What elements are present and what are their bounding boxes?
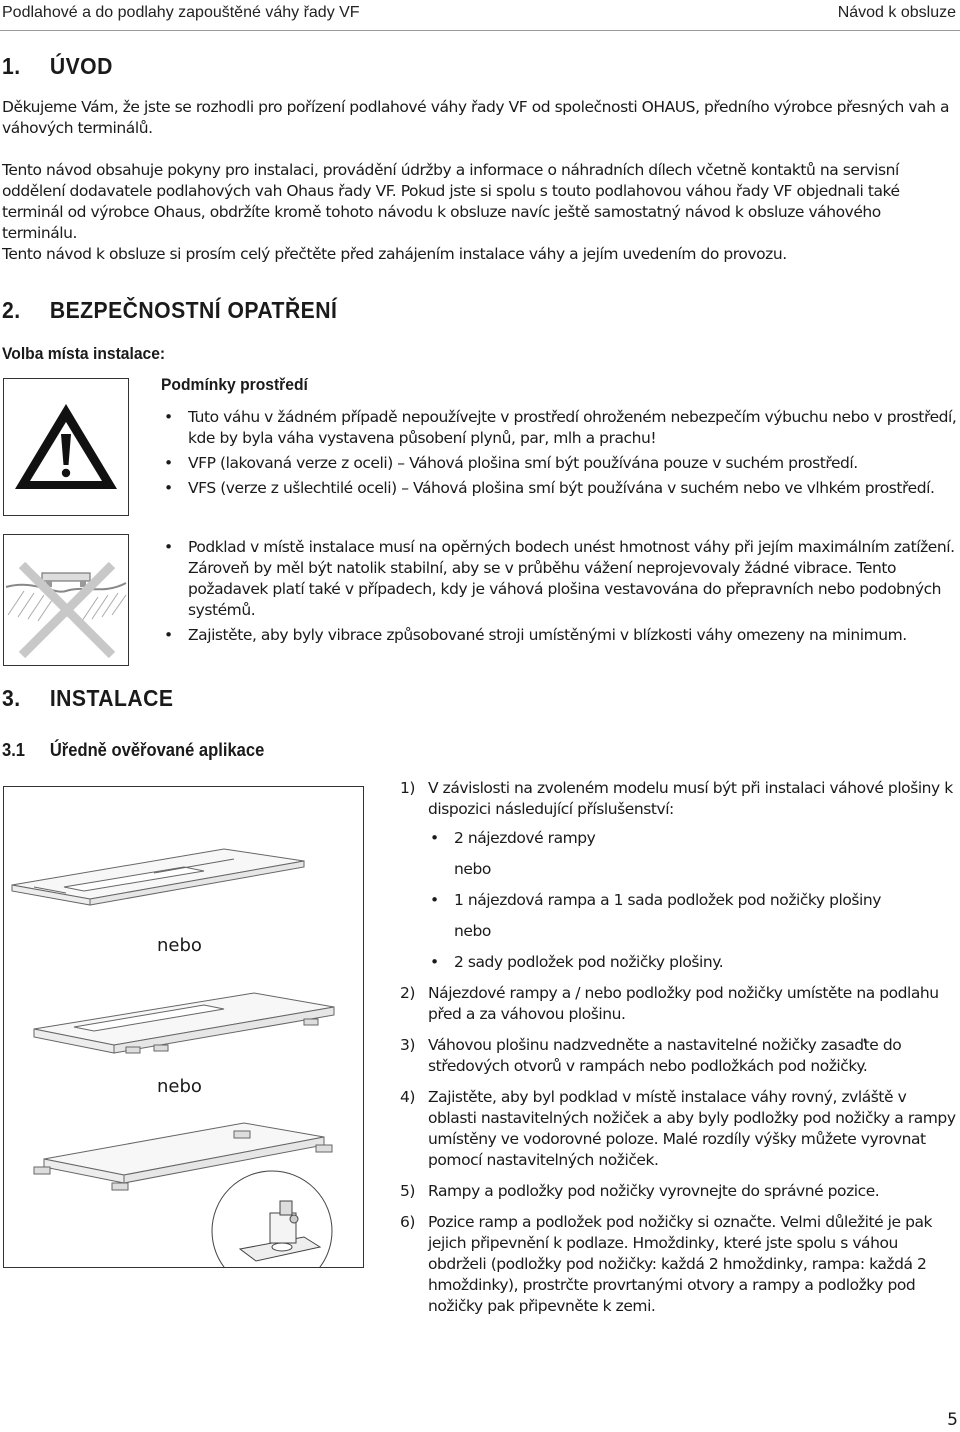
section-title: ÚVOD <box>49 53 113 79</box>
step-text: Váhovou plošinu nadzvedněte a nastavitelné nožičky zasaďte do středových otvorů v rampách nebo podložkách pod nožičky. <box>428 1036 902 1075</box>
running-header-title: Podlahové a do podlahy zapouštěné váhy řady VF <box>2 4 360 21</box>
section-title: BEZPEČNOSTNÍ OPATŘENÍ <box>49 297 338 323</box>
step-number: 5) <box>400 1182 416 1200</box>
option-separator: nebo <box>454 860 491 878</box>
environment-conditions-list <box>161 407 958 503</box>
installation-steps <box>400 778 958 1327</box>
accessory-options <box>428 828 958 973</box>
section-number: 1. <box>2 53 21 79</box>
crossed-floor-icon <box>4 535 128 665</box>
warning-triangle-icon <box>4 379 128 515</box>
running-header-doc-type: Návod k obsluze <box>837 4 956 21</box>
section-number: 2. <box>2 297 21 323</box>
section-heading-intro <box>2 53 113 79</box>
intro-paragraph-1 <box>2 97 957 139</box>
step-text: Pozice ramp a podložek pod nožičky si označte. Velmi důležité je pak jejich připevnění k podlaze. Hmoždinky, které jste spolu s váhou obdrželi (podložky pod nožičky: každá 2 hmoždinky, rampa: každá 2 hmoždinky), prostrčte provrtanými otvory a rampy a podložky pod nožičky pak připevněte k zemi. <box>428 1213 933 1315</box>
section-heading-install <box>2 685 174 711</box>
bullet: • <box>430 891 439 909</box>
subsection-heading-certified <box>2 740 264 761</box>
bullet: • <box>430 953 439 971</box>
subsection-number: 3.1 <box>2 740 26 760</box>
list-item: • Podklad v místě instalace musí na opěrných bodech unést hmotnost váhy při jejím maximálním zatížení. Zároveň by měl být natolik stabilní, aby se v průběhu vážení neprojevovaly žádné vibrace. Tento požadavek platí také v případech, kdy je váhová plošina vestavována do přepravních nebo podobných systémů. <box>161 537 958 621</box>
platform-ramps-illustration <box>4 787 363 1267</box>
figure-label-or: nebo <box>157 1076 202 1097</box>
page-number: 5 <box>947 1410 958 1430</box>
floor-requirements-list <box>161 537 958 650</box>
step-number: 2) <box>400 984 416 1002</box>
step-text: V závislosti na zvoleném modelu musí být při instalaci váhové plošiny k dispozici následující příslušenství: <box>428 779 953 818</box>
section-title: INSTALACE <box>49 685 174 711</box>
list-item: • Zajistěte, aby byly vibrace způsobované stroji umístěnými v blízkosti váhy omezeny na minimum. <box>161 625 958 646</box>
step-number: 4) <box>400 1088 416 1106</box>
step-item <box>400 983 958 1025</box>
list-item: • Tuto váhu v žádném případě nepoužívejte v prostředí ohroženém nebezpečím výbuchu nebo v prostředí, kde by byla váha vystavena působení plynů, par, mlh a prachu! <box>161 407 958 449</box>
list-item: • VFS (verze z ušlechtilé oceli) – Váhová plošina smí být používána v suchém nebo ve vlhkém prostředí. <box>161 478 958 499</box>
option-text: 2 sady podložek pod nožičky plošiny. <box>454 953 724 971</box>
site-selection-label: Volba místa instalace: <box>2 344 166 363</box>
paragraph-text: Tento návod k obsluze si prosím celý přečtěte před zahájením instalace váhy a jejím uvedením do provozu. <box>2 245 787 263</box>
step-text: Zajistěte, aby byl podklad v místě instalace váhy rovný, zvláště v oblasti nastavitelných nožiček a aby byly podložky pod nožičky a rampy umístěny ve vodorovné poloze. Malé rozdíly výšky můžete vyrovnat pomocí nastavitelných nožiček. <box>428 1088 956 1169</box>
step-item <box>400 1035 958 1077</box>
paragraph-text: Tento návod obsahuje pokyny pro instalaci, provádění údržby a informace o náhradních dílech včetně kontaktů na servisní oddělení dodavatele podlahových vah Ohaus řady VF. Pokud jste si spolu s touto podlahovou váhou řady VF objednali také terminál od výrobce Ohaus, obdržíte kromě tohoto návodu k obsluze navíc ještě samostatný návod k obsluze váhového terminálu. <box>2 161 900 242</box>
unsuitable-floor-illustration <box>3 534 129 666</box>
figure-label-or: nebo <box>157 935 202 956</box>
step-number: 3) <box>400 1036 416 1054</box>
subsection-title: Úředně ověřované aplikace <box>49 740 265 760</box>
step-number: 6) <box>400 1213 416 1231</box>
step-item <box>400 1212 958 1317</box>
step-number: 1) <box>400 779 416 797</box>
option-item <box>428 890 958 911</box>
step-item <box>400 778 958 973</box>
option-text: 1 nájezdová rampa a 1 sada podložek pod nožičky plošiny <box>454 891 881 909</box>
step-item <box>400 1181 958 1202</box>
step-text: Nájezdové rampy a / nebo podložky pod nožičky umístěte na podlahu před a za váhovou plošinu. <box>428 984 939 1023</box>
environment-conditions-label: Podmínky prostředí <box>161 375 308 394</box>
bullet: • <box>430 829 439 847</box>
option-item <box>428 952 958 973</box>
section-heading-safety <box>2 297 338 323</box>
warning-sign-box <box>3 378 129 516</box>
header-divider <box>0 30 960 31</box>
section-number: 3. <box>2 685 21 711</box>
paragraph-text: Děkujeme Vám, že jste se rozhodli pro pořízení podlahové váhy řady VF od společnosti OHAUS, předního výrobce přesných vah a váhových terminálů. <box>2 98 950 137</box>
option-text: 2 nájezdové rampy <box>454 829 596 847</box>
step-item <box>400 1087 958 1171</box>
option-separator: nebo <box>454 922 491 940</box>
intro-paragraph-2 <box>2 160 957 244</box>
step-text: Rampy a podložky pod nožičky vyrovnejte do správné pozice. <box>428 1182 880 1200</box>
option-item <box>428 828 958 849</box>
list-item: • VFP (lakovaná verze z oceli) – Váhová plošina smí být používána pouze v suchém prostředí. <box>161 453 958 474</box>
intro-paragraph-3 <box>2 244 957 265</box>
installation-figure <box>3 786 364 1268</box>
